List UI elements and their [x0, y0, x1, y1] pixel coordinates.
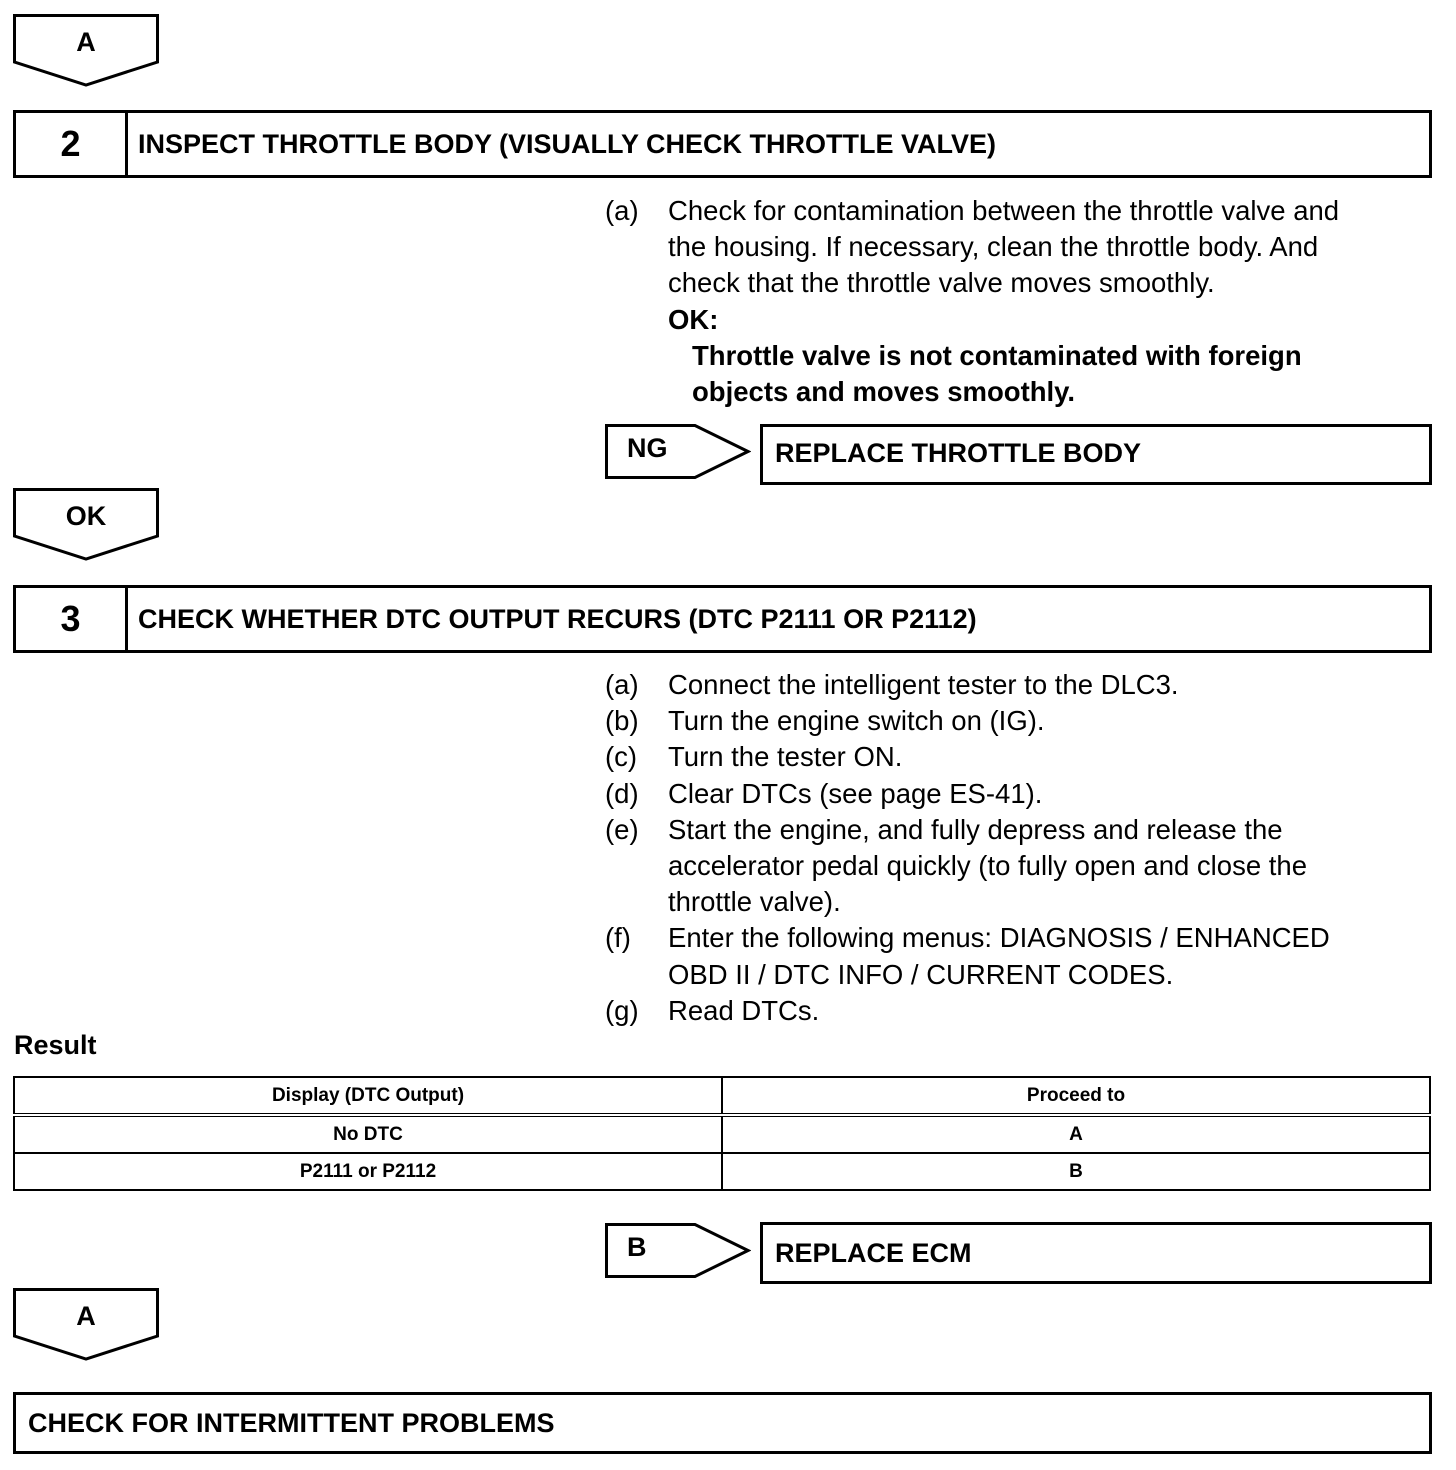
instruction-item [605, 193, 1435, 410]
column-header: Display (DTC Output) [14, 1077, 722, 1115]
ok-spec-line: Throttle valve is not contaminated with foreign [692, 339, 1302, 371]
ok-heading: OK: [668, 303, 719, 335]
table-row [14, 1115, 1430, 1153]
step-3-header [13, 585, 1432, 653]
action-box-replace-ecm [760, 1222, 1432, 1284]
instruction-line: accelerator pedal quickly (to fully open and close the [668, 850, 1307, 882]
instruction-label: (a) [605, 669, 639, 700]
step-2-header [13, 110, 1432, 178]
instruction-line: throttle valve). [668, 886, 841, 918]
step-3-instructions [605, 667, 1435, 1029]
table-cell: A [722, 1115, 1430, 1153]
instruction-item [605, 920, 1435, 992]
instruction-line: Enter the following menus: DIAGNOSIS / ENHANCED [668, 922, 1330, 954]
step-number: 3 [16, 588, 128, 650]
table-row [14, 1153, 1430, 1190]
instruction-line: Check for contamination between the throttle valve and [668, 195, 1340, 226]
step-title: CHECK WHETHER DTC OUTPUT RECURS (DTC P2111 OR P2112) [138, 604, 977, 634]
instruction-line: OBD II / DTC INFO / CURRENT CODES. [668, 958, 1174, 990]
step-number: 2 [16, 113, 128, 175]
connector-a-bottom [13, 1288, 159, 1362]
connector-ok [13, 488, 159, 562]
instruction-item [605, 812, 1435, 921]
branch-label: B [627, 1232, 647, 1262]
connector-label: A [76, 27, 96, 57]
action-box-replace-throttle-body [760, 424, 1432, 485]
instruction-item [605, 776, 1435, 812]
table-cell: P2111 or P2112 [14, 1153, 722, 1190]
instruction-label: (f) [605, 922, 631, 954]
instruction-item [605, 667, 1435, 703]
instruction-line: Start the engine, and fully depress and release the [668, 813, 1283, 845]
instruction-label: (d) [605, 777, 639, 809]
connector-label: OK [65, 501, 107, 531]
connector-label: A [76, 1301, 96, 1331]
ng-label: NG [627, 433, 668, 463]
instruction-label: (b) [605, 705, 639, 737]
result-table [13, 1076, 1431, 1191]
result-heading: Result [14, 1030, 97, 1060]
action-text: REPLACE ECM [775, 1238, 972, 1268]
instruction-label: (g) [605, 994, 639, 1026]
table-header-row [14, 1077, 1430, 1115]
final-step-text: CHECK FOR INTERMITTENT PROBLEMS [28, 1408, 555, 1438]
step-title: INSPECT THROTTLE BODY (VISUALLY CHECK THROTTLE VALVE) [138, 129, 997, 159]
ok-spec-line: objects and moves smoothly. [692, 376, 1076, 408]
connector-a-top [13, 14, 159, 88]
instruction-line: Turn the engine switch on (IG). [668, 705, 1045, 737]
instruction-item [605, 993, 1435, 1029]
step-2-instructions [605, 193, 1435, 410]
action-text: REPLACE THROTTLE BODY [775, 438, 1142, 468]
instruction-line: check that the throttle valve moves smoothly. [668, 267, 1215, 299]
instruction-line: Read DTCs. [668, 994, 820, 1026]
instruction-label: (e) [605, 813, 639, 845]
table-cell: No DTC [14, 1115, 722, 1153]
instruction-item [605, 703, 1435, 739]
instruction-line: Clear DTCs (see page ES-41). [668, 777, 1043, 809]
b-branch-arrow [605, 1223, 751, 1279]
instruction-line: Connect the intelligent tester to the DLC3. [668, 669, 1179, 700]
instruction-line: the housing. If necessary, clean the throttle body. And [668, 231, 1319, 263]
final-step-box [13, 1392, 1432, 1454]
instruction-line: Turn the tester ON. [668, 741, 903, 773]
instruction-label: (a) [605, 195, 639, 226]
column-header: Proceed to [722, 1077, 1430, 1115]
instruction-item [605, 739, 1435, 775]
instruction-label: (c) [605, 741, 638, 773]
table-cell: B [722, 1153, 1430, 1190]
ng-branch-arrow [605, 424, 751, 480]
